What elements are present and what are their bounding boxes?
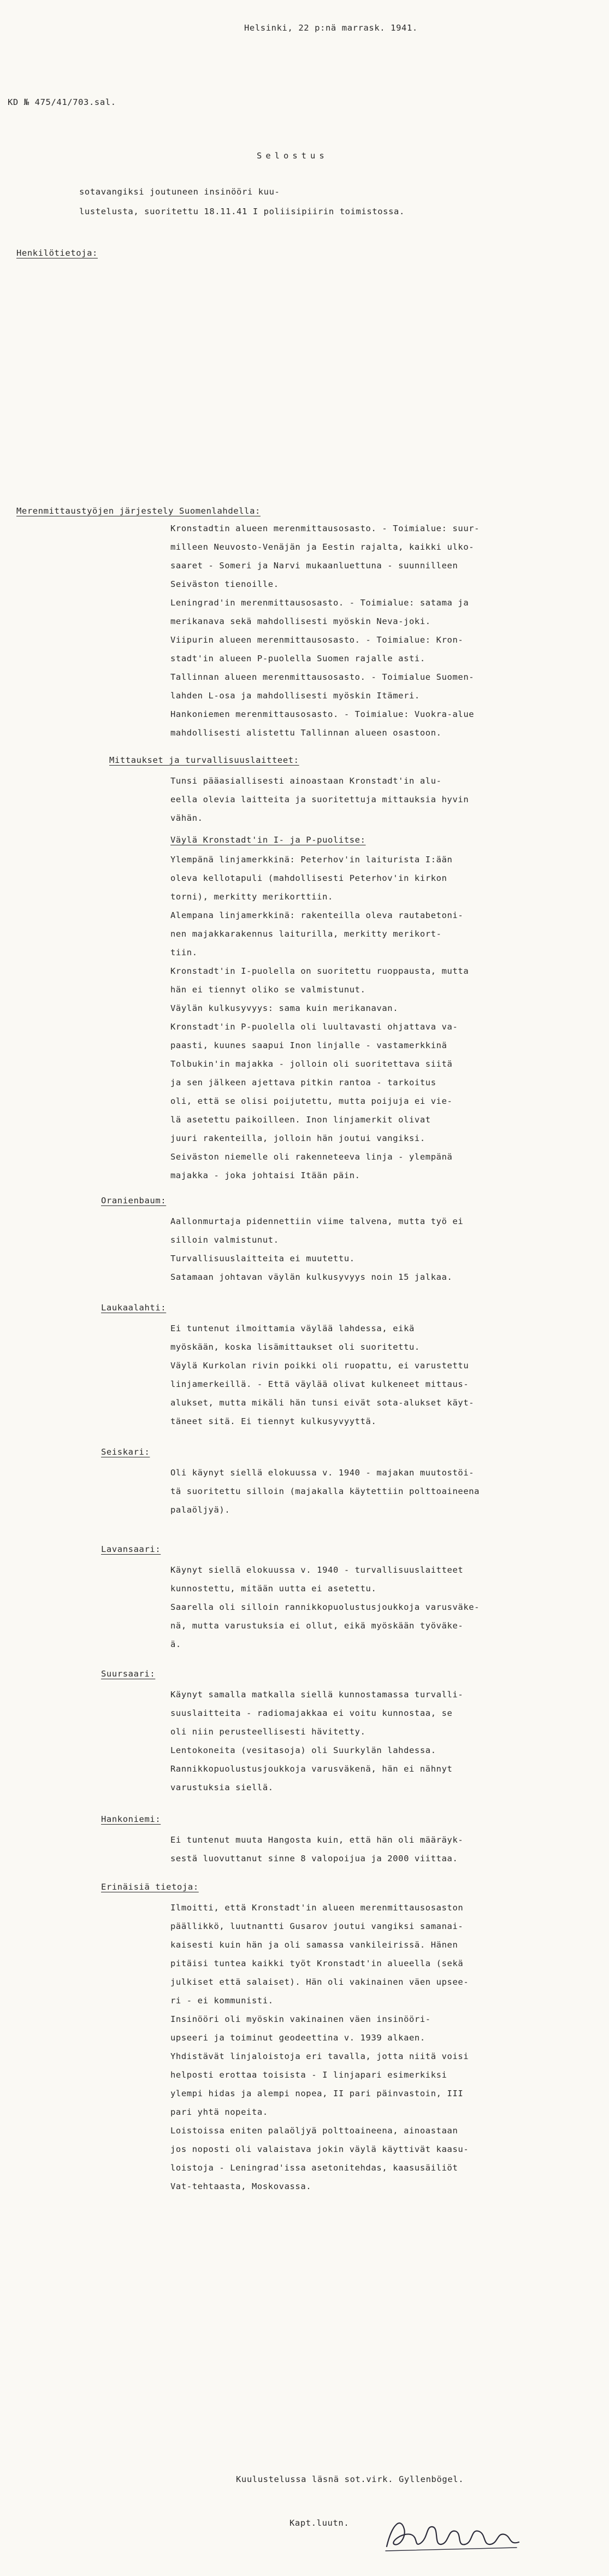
section-heading-fairway: Väylä Kronstadt'in I- ja P-puolitse: (170, 835, 366, 845)
hankoniemi-line: Ei tuntenut muuta Hangosta kuin, että hän oli määräyk- (170, 1835, 464, 1845)
fairway-line: Väylän kulkusyvyys: sama kuin merikanavan. (170, 1003, 399, 1013)
misc-line: kaisesti kuin hän ja oli samassa vankileirissä. Hänen (170, 1940, 458, 1950)
suursaari-line: oli niin perusteellisesti hävitetty. (170, 1727, 366, 1737)
measures-line: eella olevia laitteita ja suoritettuja mittauksia hyvin (170, 795, 469, 804)
section-heading-laukaalahti: Laukaalahti: (101, 1303, 167, 1313)
laukaalahti-line: Väylä Kurkolan rivin poikki oli ruopattu, ei varustettu (170, 1361, 469, 1371)
fairway-line: Kronstadt'in P-puolella oli luultavasti ohjattava va- (170, 1022, 458, 1032)
lavansaari-line: Käynyt siellä elokuussa v. 1940 - turvallisuuslaitteet (170, 1565, 464, 1575)
place-date: Helsinki, 22 p:nä marrask. 1941. (244, 23, 418, 33)
laukaalahti-line: täneet sitä. Ei tiennyt kulkusyvyyttä. (170, 1416, 377, 1426)
section-heading-oranienbaum: Oranienbaum: (101, 1196, 167, 1205)
org-line: Tallinnan alueen merenmittausosasto. - Toimialue Suomen- (170, 672, 475, 682)
suursaari-line: Lentokoneita (vesitasoja) oli Suurkylän lahdessa. (170, 1745, 436, 1755)
hankoniemi-paragraph (170, 1831, 463, 1868)
org-line: lahden L-osa ja mahdollisesti myöskin Itämeri. (170, 691, 420, 701)
laukaalahti-line: Ei tuntenut ilmoittamia väylää lahdessa, eikä (170, 1324, 415, 1333)
lavansaari-line: kunnostettu, mitään uutta ei asetettu. (170, 1584, 377, 1593)
misc-line: ylempi hidas ja alempi nopea, II pari päinvastoin, III (170, 2089, 464, 2098)
org-line: Seiväston tienoille. (170, 579, 279, 589)
misc-line: päällikkö, luutnantti Gusarov joutui vangiksi samanai- (170, 1921, 464, 1931)
fairway-line: oleva kellotapuli (mahdollisesti Peterhov'in kirkon (170, 873, 447, 883)
misc-line: helposti erottaa toisista - I linjapari esimerkiksi (170, 2070, 447, 2080)
section-heading-organisation: Merenmittaustyöjen järjestely Suomenlahdella: (16, 506, 261, 516)
misc-line: Ilmoitti, että Kronstadt'in alueen merenmittausosaston (170, 1903, 464, 1913)
fairway-line: lä asetettu paikoilleen. Inon linjamerkit olivat (170, 1115, 431, 1125)
org-line: Viipurin alueen merenmittausosasto. - Toimialue: Kron- (170, 635, 464, 645)
misc-line: Vat-tehtaasta, Moskovassa. (170, 2181, 312, 2191)
fairway-line: Alempana linjamerkkinä: rakenteilla oleva rautabetoni- (170, 910, 464, 920)
fairway-line: Ylempänä linjamerkkinä: Peterhov'in laiturista I:ään (170, 855, 453, 864)
misc-line: ri - ei kommunisti. (170, 1996, 274, 2005)
fairway-line: nen majakkarakennus laiturilla, merkitty merikort- (170, 929, 442, 939)
laukaalahti-paragraph (170, 1319, 474, 1431)
measures-line: vähän. (170, 813, 203, 823)
suursaari-line: varustuksia siellä. (170, 1783, 274, 1792)
lavansaari-line: Saarella oli silloin rannikkopuolustusjoukkoja varusväke- (170, 1602, 480, 1612)
fairway-line: hän ei tiennyt oliko se valmistunut. (170, 985, 366, 995)
suursaari-line: Rannikkopuolustusjoukkoja varusväkenä, hän ei nähnyt (170, 1764, 453, 1774)
oranienbaum-line: silloin valmistunut. (170, 1235, 279, 1245)
org-line: Kronstadtin alueen merenmittausosasto. - Toimialue: suur- (170, 524, 480, 533)
fairway-line: ja sen jälkeen ajettava pitkin rantoa - tarkoitus (170, 1078, 436, 1087)
fairway-line: oli, että se olisi poijutettu, mutta poijuja ei vie- (170, 1096, 453, 1106)
fairway-line: torni), merkitty merikorttiin. (170, 892, 333, 902)
signer-rank: Kapt.luutn. (289, 2518, 350, 2528)
org-line: mahdollisesti alistettu Tallinnan alueen osastoon. (170, 728, 442, 738)
lavansaari-line: ä. (170, 1639, 181, 1649)
oranienbaum-line: Aallonmurtaja pidennettiin viime talvena, mutta työ ei (170, 1216, 464, 1226)
misc-line: upseeri ja toiminut geodeettina v. 1939 alkaen. (170, 2033, 425, 2043)
fairway-line: tiin. (170, 948, 198, 957)
section-heading-lavansaari: Lavansaari: (101, 1544, 161, 1554)
present-officer-note: Kuulustelussa läsnä sot.virk. Gyllenbögel. (236, 2474, 464, 2484)
oranienbaum-line: Satamaan johtavan väylän kulkusyvyys noin 15 jalkaa. (170, 1272, 453, 1282)
seiskari-line: tä suoritettu silloin (majakalla käytettiin polttoaineena (170, 1486, 480, 1496)
section-heading-suursaari: Suursaari: (101, 1669, 156, 1679)
org-line: Leningrad'in merenmittausosasto. - Toimialue: satama ja (170, 598, 469, 608)
fairway-line: Tolbukin'in majakka - jolloin oli suoritettava siitä (170, 1059, 453, 1069)
oranienbaum-line: Turvallisuuslaitteita ei muutettu. (170, 1254, 355, 1263)
misc-line: Yhdistävät linjaloistoja eri tavalla, jotta niitä voisi (170, 2051, 469, 2061)
misc-line: jos noposti oli valaistava jokin väylä käyttivät kaasu- (170, 2144, 469, 2154)
seiskari-line: Oli käynyt siellä elokuussa v. 1940 - majakan muutostöi- (170, 1468, 475, 1478)
section-heading-misc: Erinäisiä tietoja: (101, 1882, 199, 1892)
reference-number: KD № 475/41/703.sal. (8, 97, 116, 107)
fairway-line: juuri rakenteilla, jolloin hän joutui vangiksi. (170, 1133, 425, 1143)
section-heading-hankoniemi: Hankoniemi: (101, 1814, 161, 1824)
oranienbaum-paragraph (170, 1212, 463, 1286)
subject-line-2: lustelusta, suoritettu 18.11.41 I poliisipiirin toimistossa. (79, 207, 405, 216)
handwritten-signature (382, 2513, 524, 2556)
hankoniemi-line: sestä luovuttanut sinne 8 valopoijua ja 2000 viittaa. (170, 1854, 458, 1863)
section-heading-measurements: Mittaukset ja turvallisuuslaitteet: (109, 755, 299, 765)
laukaalahti-line: myöskään, koska lisämittaukset oli suoritettu. (170, 1342, 420, 1352)
organisation-paragraph (170, 519, 480, 742)
misc-line: pari yhtä nopeita. (170, 2107, 268, 2117)
lavansaari-line: nä, mutta varustuksia ei ollut, eikä myöskään työväke- (170, 1621, 464, 1631)
org-line: merikanava sekä mahdollisesti myöskin Neva-joki. (170, 616, 431, 626)
subject-line-1: sotavangiksi joutuneen insinööri kuu- (79, 187, 280, 197)
fairway-line: majakka - joka johtaisi Itään päin. (170, 1171, 360, 1180)
org-line: saaret - Someri ja Narvi mukaanluettuna - suunnilleen (170, 561, 458, 571)
seiskari-line: palaöljyä). (170, 1505, 230, 1515)
org-line: stadt'in alueen P-puolella Suomen rajalle asti. (170, 654, 425, 663)
fairway-line: Kronstadt'in I-puolella on suoritettu ruoppausta, mutta (170, 966, 469, 976)
misc-paragraph (170, 1898, 469, 2196)
misc-line: Loistoissa eniten palaöljyä polttoaineena, ainoastaan (170, 2126, 458, 2136)
document-title: Selostus (257, 151, 328, 161)
lavansaari-paragraph (170, 1561, 480, 1654)
misc-line: Insinööri oli myöskin vakinainen väen insinööri- (170, 2014, 431, 2024)
laukaalahti-line: alukset, mutta mikäli hän tunsi eivät sota-alukset käyt- (170, 1398, 475, 1408)
measurements-paragraph (170, 772, 469, 827)
measures-line: Tunsi pääasiallisesti ainoastaan Kronstadt'in alu- (170, 776, 442, 786)
misc-line: pitäisi tuntea kaikki työt Kronstadt'in alueella (sekä (170, 1959, 464, 1968)
fairway-line: Seiväston niemelle oli rakenneteeva linja - ylempänä (170, 1152, 453, 1162)
section-heading-personal: Henkilötietoja: (16, 248, 98, 258)
suursaari-line: suuslaitteita - radiomajakkaa ei voitu kunnostaa, se (170, 1708, 453, 1718)
suursaari-paragraph (170, 1685, 463, 1797)
misc-line: loistoja - Leningrad'issa asetonitehdas, kaasusäiliöt (170, 2163, 458, 2173)
laukaalahti-line: linjamerkeillä. - Että väylää olivat kulkeneet mittaus- (170, 1379, 469, 1389)
org-line: Hankoniemen merenmittausosasto. - Toimialue: Vuokra-alue (170, 709, 475, 719)
fairway-paragraph (170, 850, 469, 1185)
suursaari-line: Käynyt samalla matkalla siellä kunnostamassa turvalli- (170, 1690, 464, 1699)
org-line: milleen Neuvosto-Venäjän ja Eestin rajalta, kaikki ulko- (170, 542, 475, 552)
misc-line: julkiset että salaiset). Hän oli vakinainen väen upsee- (170, 1977, 469, 1987)
section-heading-seiskari: Seiskari: (101, 1447, 150, 1457)
seiskari-paragraph (170, 1463, 480, 1519)
fairway-line: paasti, kuunes saapui Inon linjalle - vastamerkkinä (170, 1040, 447, 1050)
